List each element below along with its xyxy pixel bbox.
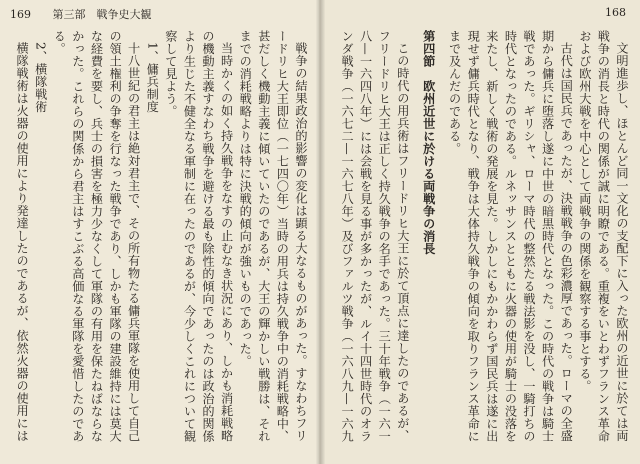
- right-page-number: 168: [605, 6, 626, 19]
- paragraph: 十八世紀の君主は絶対君主で、その所有物たる傭兵軍隊を使用して自己の領土権利の争奪を行なった戦争であり、しかも軍隊の建設維持には莫大な経費を要し、兵士の損害を極力少なくして軍隊の有用を保たねばならなかった。これらの関係から君主はすこぶる高価なる軍隊を愛惜したのである。: [52, 30, 141, 443]
- paragraph: 横隊戦術は火器の使用により発達したのであるが、依然火器の使用には: [15, 42, 30, 443]
- right-page-body: [339, 30, 631, 445]
- paragraph: 古代は国民兵であったが、決戦戦争の色彩濃厚であった。ローマの全盛期から傭兵に堕落し遂に中世の暗黒時代となった。この時代の戦争は騎士戦であった。ギリシャ、ローマ時代の整然たる戦法影を没し、一騎打ちの時代となったのである。ルネッサンスとともに火器の使用が騎士の没落を来たし、新しく戦術の発展を見た。しかしにもかかわらず国民兵は遂に出現せず傭兵時代となり、戦争は大体持久戦争の傾向を取りフランス革命にまで及んだのである。: [447, 30, 574, 443]
- left-running-head: 第三部 戦争史大観: [52, 8, 152, 21]
- subhead: 2、横隊戦術: [33, 42, 48, 113]
- left-page-body: [10, 30, 310, 445]
- book-gutter: [316, 0, 325, 464]
- subhead: 1、傭兵制度: [145, 42, 160, 113]
- paragraph: 戦争の結果政治的影響の変化は顕る大なるものがあった。すなわちフリードリヒ大王即位（一七四〇年）当時の用兵は持久戦争中の消耗戦略中、甚だしく機動主義に傾いていたのであるが、大王の輝かしい戦勝は、それまでの消耗戦略よりは特に決戦的傾向が強いものであった。: [238, 30, 308, 443]
- paragraph: 当時かくの如く持久戦争をなすの止むなき状況にあり、しかも消耗戦略の機動主義すなわち戦争を避ける最も除性的傾向であったのは政治的関係より生じた不健全なる軍制に在ったのであるが、今少しくこれについて観察して見よう。: [163, 30, 234, 443]
- left-page: [0, 0, 319, 464]
- right-page: [321, 0, 640, 464]
- section-heading: 第四節 欧州近世に於ける両戦争の消長: [421, 30, 436, 255]
- paragraph: この時代の用兵術はフリードリヒ大王に於て頂点に達したのであるが、フリードリヒ大王は正しく持久戦争の名手であった。三十年戦争（一六一八—一六四八年）には会戦を見る事が多かったが、ルイ十四世時代のオランダ戦争（一六七二—一六七八年）及びファルツ戦争（一六八九—一六九: [340, 30, 410, 443]
- left-page-number: 169: [10, 8, 31, 21]
- paragraph: 文明進歩し、ほとんど同一文化の支配下に入った欧州の近世に於ては両戦争の消長と時代の関係が誠に明瞭である。重複をいとわずフランス革命および欧州大戦を中心として両戦争の関係を観察する事とする。: [577, 30, 629, 443]
- left-page-header: [10, 6, 152, 22]
- right-page-header: [605, 6, 626, 19]
